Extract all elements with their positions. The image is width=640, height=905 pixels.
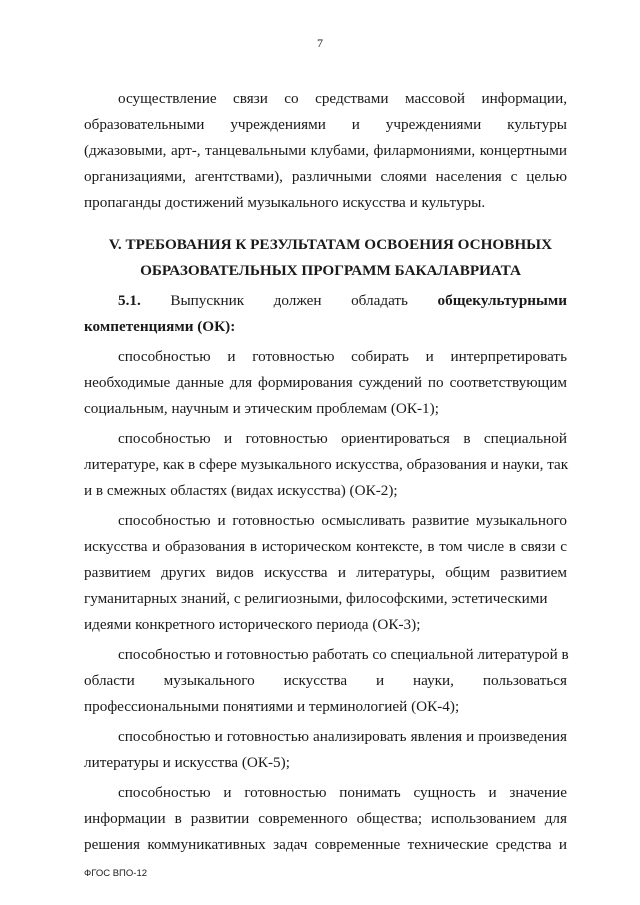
clause-5-1 (84, 288, 567, 340)
competency-ok-4 (84, 642, 567, 720)
text-line: и в смежных областях (видах искусства) (ОК-2); (84, 482, 398, 499)
text-line: способностью и готовностью осмысливать развитие музыкального (118, 512, 567, 529)
text-line: профессиональными понятиями и терминологией (ОК-4); (84, 698, 460, 715)
text-line: информации в развитии современного общества; использованием для (84, 810, 567, 827)
text-line: пропаганды достижений музыкального искусства и культуры. (84, 194, 486, 211)
text-line: искусства и образования в историческом контексте, в том числе в связи с (84, 538, 567, 555)
section-heading (84, 232, 567, 284)
text-line: способностью и готовностью работать со специальной литературой в (118, 646, 569, 663)
text-line: способностью и готовностью анализировать явления и произведения (118, 728, 567, 745)
document-body (84, 86, 567, 858)
competency-ok-1 (84, 344, 567, 422)
clause-text: Выпускник должен обладать (170, 292, 408, 309)
clause-intro-line (84, 288, 567, 314)
clause-bold-line: компетенциями (ОК): (84, 318, 236, 335)
document-footer: ФГОС ВПО-12 (84, 868, 148, 879)
clause-bold-text: общекультурными (437, 292, 568, 309)
page-number: 7 (317, 36, 323, 50)
text-line: организациями, агентствами), различными слоями населения с целью (84, 168, 567, 185)
text-line: образовательными учреждениями и учреждениями культуры (84, 116, 567, 133)
text-line: области музыкального искусства и науки, пользоваться (84, 672, 567, 689)
text-line: осуществление связи со средствами массовой информации, (118, 90, 567, 107)
text-line: способностью и готовностью ориентироваться в специальной (118, 430, 567, 447)
competency-ok-6 (84, 780, 567, 858)
text-line: литературе, как в сфере музыкального искусства, образования и науки, так (84, 456, 569, 473)
text-line: необходимые данные для формирования суждений по соответствующим (84, 374, 567, 391)
section-heading-line: ОБРАЗОВАТЕЛЬНЫХ ПРОГРАММ БАКАЛАВРИАТА (140, 262, 521, 279)
text-line: литературы и искусства (ОК-5); (84, 754, 290, 771)
text-line: решения коммуникативных задач современные технические средства и (84, 836, 567, 853)
competency-ok-5 (84, 724, 567, 776)
competency-ok-3 (84, 508, 567, 638)
text-line: (джазовыми, арт-, танцевальными клубами, филармониями, концертными (84, 142, 567, 159)
competency-ok-2 (84, 426, 567, 504)
text-line: идеями конкретного исторического периода (ОК-3); (84, 616, 421, 633)
intro-paragraph (84, 86, 567, 216)
text-line: социальным, научным и этическим проблемам (ОК-1); (84, 400, 439, 417)
text-line: способностью и готовностью собирать и интерпретировать (118, 348, 567, 365)
section-heading-line: V. ТРЕБОВАНИЯ К РЕЗУЛЬТАТАМ ОСВОЕНИЯ ОСНОВНЫХ (108, 236, 553, 253)
text-line: гуманитарных знаний, с религиозными, философскими, эстетическими (84, 590, 548, 607)
text-line: способностью и готовностью понимать сущность и значение (118, 784, 567, 801)
clause-number: 5.1. (118, 292, 141, 309)
text-line: развитием других видов искусства и литературы, общим развитием (84, 564, 567, 581)
